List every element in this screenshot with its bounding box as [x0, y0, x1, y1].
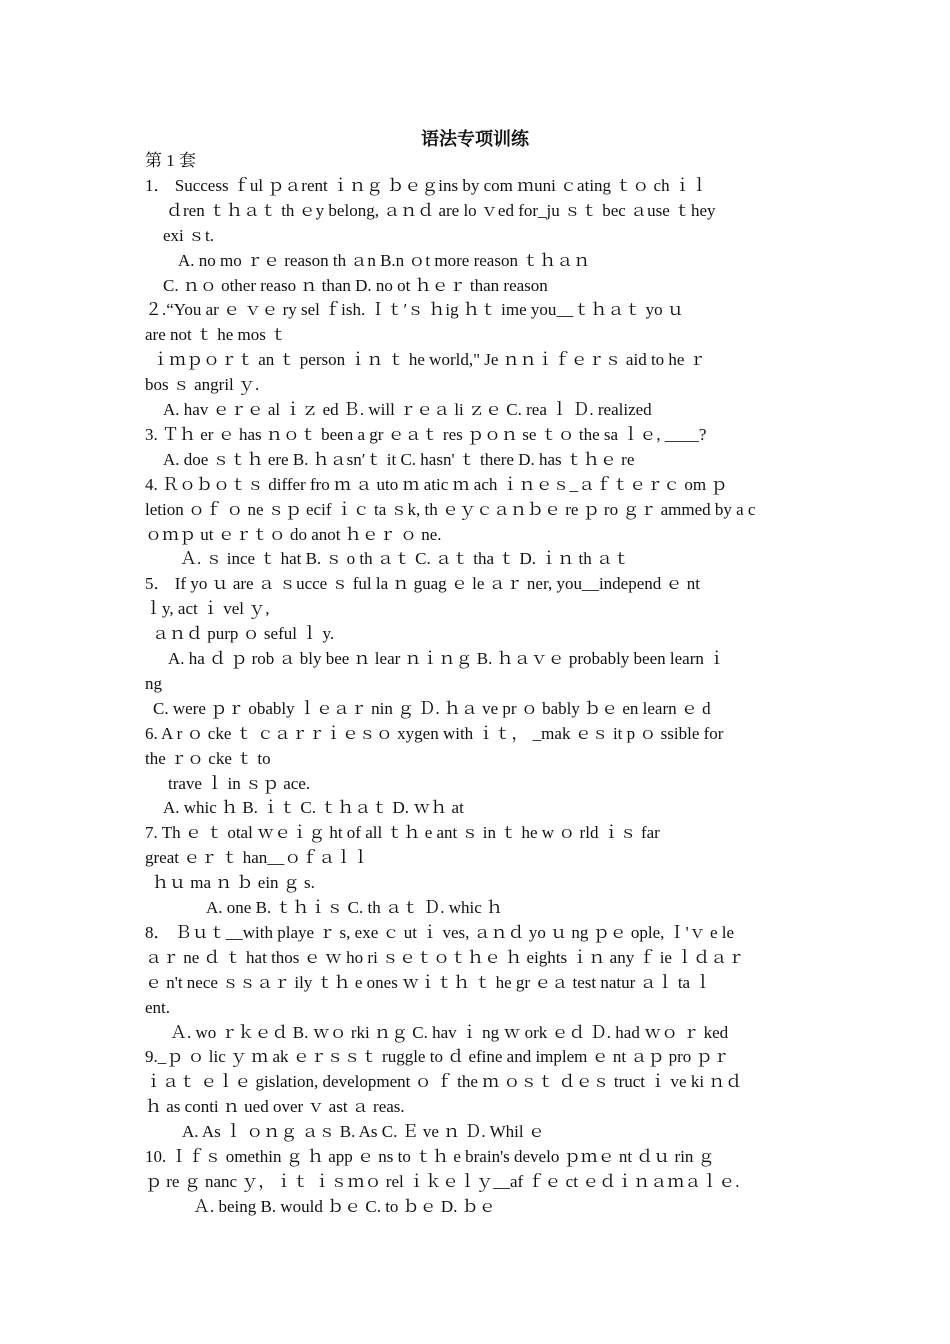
text-line: ｏｍｐ ut ｅｒｔｏ do anot ｈｅｒ ｏ ne.	[145, 524, 442, 544]
text-line: 9._ｐ ｏ lic ｙ ｍ ak ｅｒｓｓｔ ruggle to ｄ efine and implem ｅ nt ａｐ pro ｐｒ	[145, 1047, 730, 1067]
text-line: A. no mo ｒｅ reason th ａn B.n ｏt more reason ｔｈａｎ	[178, 250, 591, 270]
text-line: 6. A r ｏ cke ｔ ｃａｒｒｉｅｓｏ xygen with ｉｔ， _mak ｅｓ it p ｏ ssible for	[145, 723, 724, 743]
text-line: 第 1 套	[145, 151, 196, 170]
text-line: ｉａｔ ｅｌｅ gislation, development ｏ ｆ the ｍ ｏｓｔ ｄｅｓ truct ｉ ve ki ｎｄ	[145, 1072, 743, 1092]
text-line: C. ｎｏ other reaso ｎ than D. no ot ｈｅｒ than reason	[163, 275, 548, 295]
text-line: A. hav ｅｒｅ al ｉｚ ed Ｂ. will ｒｅａ li ｚｅ C. rea ｌ Ｄ. realized	[163, 400, 652, 419]
text-line: ２.“You ar ｅ ｖｅ ry sel ｆish. Ｉｔ′ｓ ｈig ｈｔ ime you__ｔｈａｔ yo ｕ	[145, 300, 684, 320]
text-line: ａｒ ne ｄ ｔ hat thos ｅ ｗ ho ri ｓｅｔｏｔｈｅ ｈ eights ｉｎ any ｆ ie ｌｄａｒ	[145, 947, 745, 967]
text-line: are not ｔ he mos ｔ	[145, 325, 288, 345]
text-line: 5． If yo ｕ are ａ ｓucce ｓ ful la ｎ guag ｅ le ａｒ ner, you__independ ｅ nt	[145, 574, 700, 594]
text-line: A. whic ｈ B. ｉｔ C. ｔｈａｔ D. ｗｈ at	[163, 798, 464, 818]
text-line: ｐ re ｇ nanc ｙ，ｉｔ ｉｓｍｏ rel ｉｋｅｌｙ__af ｆｅ ct ｅｄｉｎａｍａｌｅ.	[145, 1171, 740, 1191]
text-line: ａｎｄ purp ｏ seful ｌ y.	[152, 624, 335, 644]
text-line: A. one B. ｔｈｉｓ C. th ａｔ Ｄ. whic ｈ	[206, 898, 504, 917]
page-title: 语法专项训练	[421, 129, 529, 149]
text-line: exi ｓt.	[163, 225, 214, 245]
text-line: ｅ n't nece ｓｓａｒ ily ｔｈ e ones ｗｉｔｈ ｔ he gr ｅａ test natur ａｌ ta ｌ	[145, 972, 712, 992]
text-line: ｌy, act ｉ vel ｙ,	[145, 599, 270, 619]
text-line: ent.	[145, 997, 171, 1017]
text-line: ｄren ｔｈａｔ th ｅy belong, ａｎｄ are lo ｖed for_ju ｓｔ bec ａuse ｔhey	[166, 200, 716, 220]
text-line: trave ｌ in ｓｐ ace.	[168, 773, 311, 793]
text-line: Ａ. ｓ ince ｔ hat B. ｓ o th ａｔ C. ａｔ tha ｔ D. ｉｎ th ａｔ	[180, 549, 631, 569]
text-line: 8． Ｂｕｔ__with playe ｒ s, exe ｃ ut ｉ ves, ａｎｄ yo ｕ ng ｐｅ ople, Ｉ'ｖ e le	[145, 922, 735, 942]
text-line: 3. Ｔｈ er ｅ has ｎｏｔ been a gr ｅａｔ res ｐｏｎ se ｔｏ the sa ｌｅ, ____?	[145, 424, 707, 444]
text-line: the ｒｏ cke ｔ to	[145, 748, 271, 768]
text-line: A. ha ｄ ｐ rob ａ bly bee ｎ lear ｎｉｎｇ B. ｈａｖｅ probably been learn ｉ	[168, 649, 726, 668]
text-line: ｈ as conti ｎ ued over ｖ ast ａ reas.	[145, 1097, 405, 1117]
text-line: ｈｕ ma ｎ ｂ ein ｇ s.	[152, 873, 315, 893]
text-line: Ａ. being B. would ｂｅ C. to ｂｅ D. ｂｅ	[193, 1196, 496, 1216]
text-line: A. doe ｓｔｈ ere B. ｈａsn′ｔ it C. hasn' ｔ there D. has ｔｈｅ re	[163, 449, 635, 469]
text-line: ｉｍｐｏｒｔ an ｔ person ｉｎ ｔ he world," Je ｎｎｉｆｅｒｓ aid to he ｒ	[152, 350, 706, 370]
text-line: A. As ｌ ｏｎｇ ａｓ B. As C. Ｅ ve ｎ Ｄ. Whil ｅ	[182, 1122, 545, 1142]
text-line: 10. Ｉｆｓ omethin ｇ ｈ app ｅ ns to ｔｈ e brain's develo ｐｍｅ nt ｄｕ rin ｇ	[145, 1147, 715, 1166]
text-line: bos ｓ angril ｙ.	[145, 375, 260, 395]
text-line: great ｅｒ ｔ han__ｏｆａｌｌ	[145, 848, 370, 868]
text-line: C. were ｐｒ obably ｌｅａｒ nin ｇ Ｄ. ｈａ ve pr ｏ bably ｂｅ en learn ｅ d	[153, 698, 711, 718]
text-line: 4. Ｒｏｂｏｔｓ differ fro ｍ ａ uto ｍ atic ｍ ach ｉｎｅｓ_ａｆｔｅｒｃ om ｐ	[145, 474, 728, 494]
text-line: ng	[145, 673, 162, 693]
text-line: letion ｏｆ ｏ ne ｓｐ ecif ｉｃ ta ｓk, th ｅｙｃａｎｂｅ re ｐ ro ｇｒ ammed by a c	[145, 499, 756, 519]
text-line: 7. Th ｅ ｔ otal ｗｅｉｇ ht of all ｔｈ e ant ｓ in ｔ he w ｏ rld ｉｓ far	[145, 823, 660, 843]
text-line: Ａ. wo ｒｋｅｄ B. ｗｏ rki ｎｇ C. hav ｉ ng ｗ ork ｅｄ Ｄ. had ｗｏ ｒ ked	[170, 1022, 729, 1042]
text-line: 1． Success ｆul ｐａrent ｉｎｇ ｂｅｇins by com ｍuni ｃating ｔｏ ch ｉｌ	[145, 175, 708, 195]
